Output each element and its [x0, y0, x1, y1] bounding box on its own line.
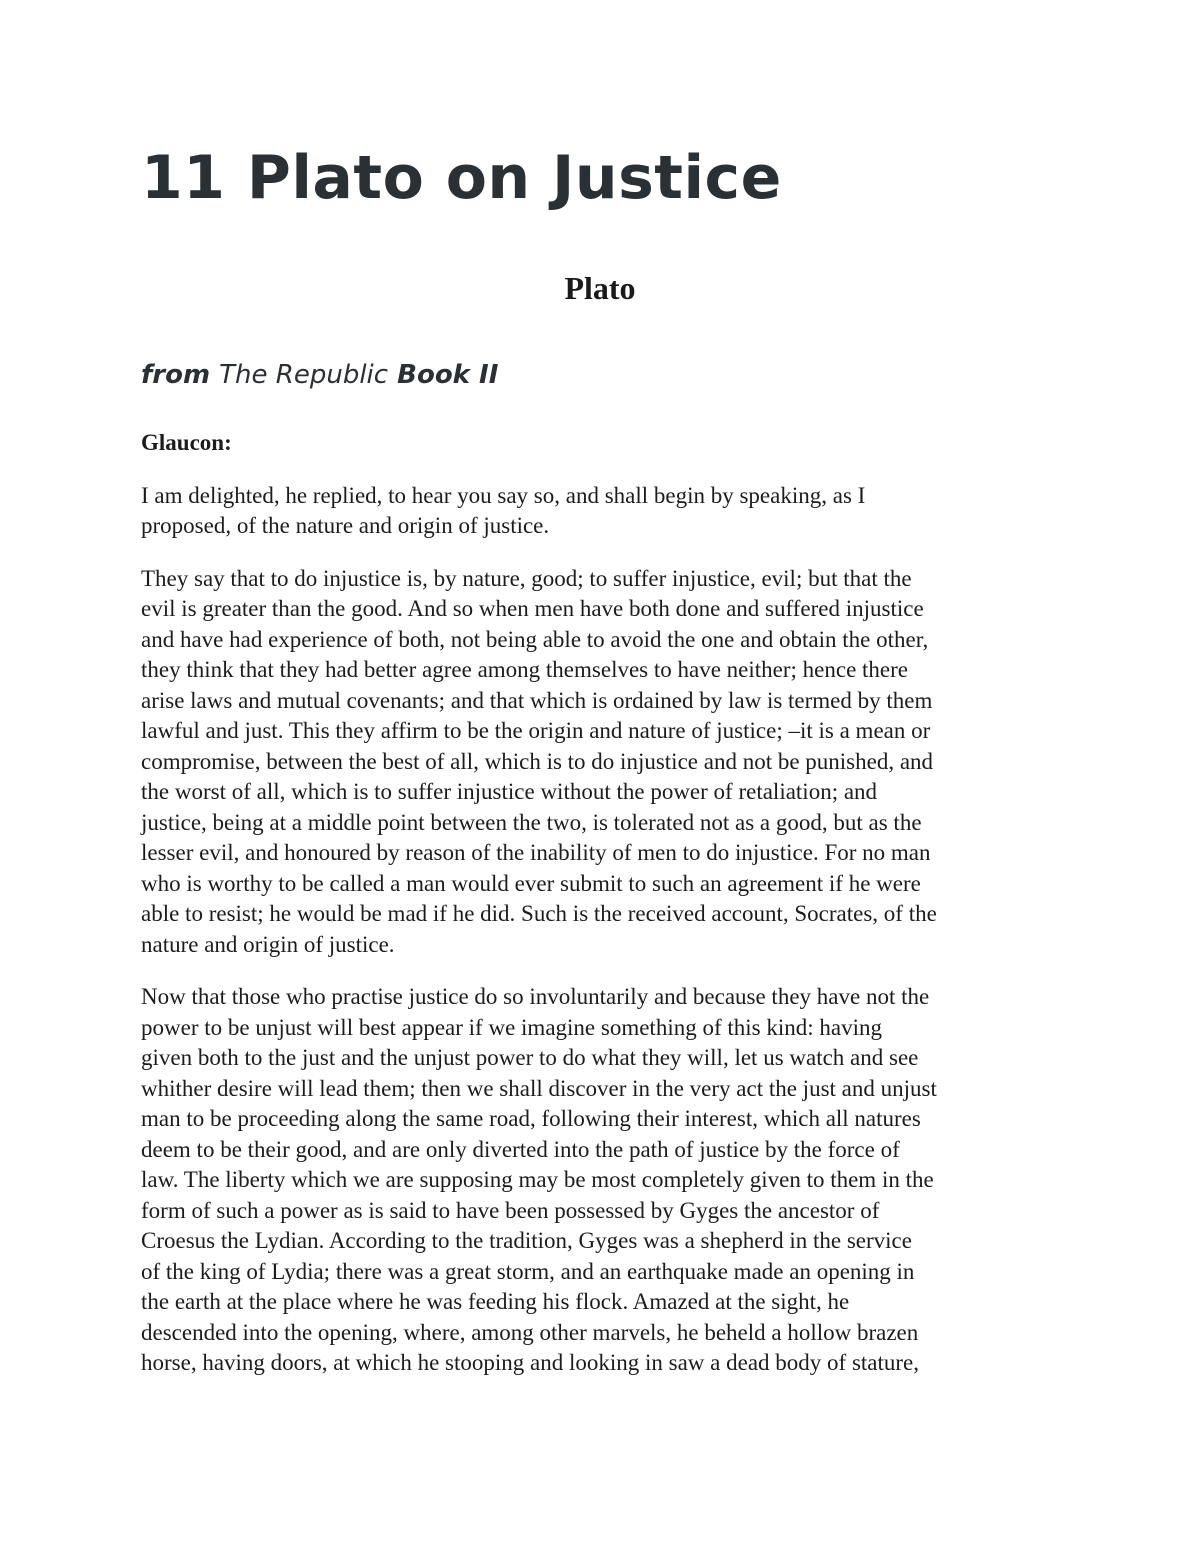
source-prefix: from	[141, 360, 211, 390]
author-name: Plato	[564, 270, 636, 306]
paragraph-line: Now that those who practise justice do so involuntarily and because they have not the	[141, 984, 930, 1009]
source-heading	[141, 357, 498, 393]
paragraph-line: lesser evil, and honoured by reason of the inability of men to do injustice. For no man	[141, 840, 931, 865]
paragraph-line: the worst of all, which is to suffer injustice without the power of retaliation; and	[141, 779, 878, 804]
paragraph-line: they think that they had better agree among themselves to have neither; hence there	[141, 657, 909, 682]
paragraph-line: horse, having doors, at which he stooping and looking in saw a dead body of stature,	[141, 1350, 920, 1375]
paragraph-line: the earth at the place where he was feeding his flock. Amazed at the sight, he	[141, 1289, 850, 1314]
paragraph-line: able to resist; he would be mad if he did. Such is the received account, Socrates, of the	[141, 901, 937, 926]
paragraph-line: justice, being at a middle point between the two, is tolerated not as a good, but as the	[141, 809, 922, 835]
paragraph-line: evil is greater than the good. And so when men have both done and suffered injustice	[141, 596, 924, 621]
paragraph-line: They say that to do injustice is, by nature, good; to suffer injustice, evil; but that the	[141, 565, 912, 591]
paragraph-line: law. The liberty which we are supposing may be most completely given to them in the	[141, 1167, 934, 1192]
paragraph-line: proposed, of the nature and origin of justice.	[141, 513, 550, 538]
paragraph-line: lawful and just. This they affirm to be the origin and nature of justice; –it is a mean or	[141, 718, 931, 743]
paragraph-line: I am delighted, he replied, to hear you say so, and shall begin by speaking, as I	[141, 482, 866, 508]
paragraph-line: power to be unjust will best appear if we imagine something of this kind: having	[141, 1014, 882, 1040]
paragraph-line: compromise, between the best of all, which is to do injustice and not be punished, and	[141, 748, 934, 774]
paragraph	[141, 481, 1061, 542]
paragraph-line: who is worthy to be called a man would ever submit to such an agreement if he were	[141, 870, 921, 896]
paragraph-line: whither desire will lead them; then we shall discover in the very act the just and unjust	[141, 1075, 937, 1101]
paragraph-line: given both to the just and the unjust power to do what they will, let us watch and see	[141, 1045, 919, 1070]
paragraph	[141, 982, 1061, 1379]
source-book: Book II	[397, 360, 499, 390]
paragraph-line: Croesus the Lydian. According to the tradition, Gyges was a shepherd in the service	[141, 1228, 912, 1253]
paragraph-line: man to be proceeding along the same road, following their interest, which all natures	[141, 1106, 921, 1131]
speaker-label: Glaucon:	[141, 430, 232, 455]
paragraph-line: of the king of Lydia; there was a great storm, and an earthquake made an opening in	[141, 1258, 915, 1284]
paragraph-line: arise laws and mutual covenants; and that which is ordained by law is termed by them	[141, 687, 933, 713]
paragraph-list	[141, 481, 1061, 1379]
paragraph-line: form of such a power as is said to have been possessed by Gyges the ancestor of	[141, 1197, 880, 1223]
paragraph-line: deem to be their good, and are only diverted into the path of justice by the force of	[141, 1136, 900, 1162]
source-work-title: The Republic	[219, 360, 389, 390]
paragraph-line: descended into the opening, where, among other marvels, he beheld a hollow brazen	[141, 1319, 919, 1345]
paragraph	[141, 564, 1061, 961]
chapter-title: 11 Plato on Justice	[141, 143, 782, 213]
body-text	[141, 428, 1061, 1401]
paragraph-line: and have had experience of both, not being able to avoid the one and obtain the other,	[141, 626, 929, 652]
paragraph-line: nature and origin of justice.	[141, 931, 395, 957]
